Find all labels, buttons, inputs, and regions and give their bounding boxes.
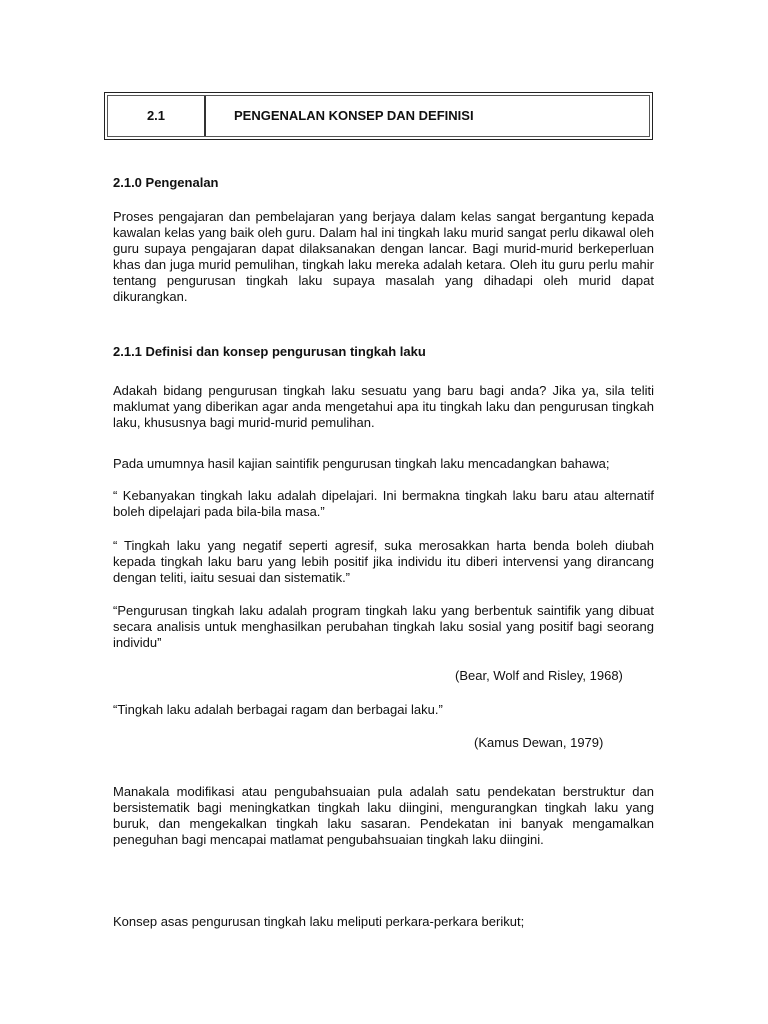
quote-3: “Pengurusan tingkah laku adalah program tingkah laku yang berbentuk saintifik yang dibuat secara analisis untuk menghasilkan perubahan tingkah laku sosial yang positif bagi seorang individu” [113,603,654,650]
intro-paragraph: Adakah bidang pengurusan tingkah laku sesuatu yang baru bagi anda? Jika ya, sila teliti maklumat yang diberikan agar anda mengetahui apa itu tingkah laku dan pengurusan tingkah laku, khususnya bagi murid-murid pemulihan. [113,383,654,430]
section-header-inner [107,95,650,137]
subsection-210-paragraph: Proses pengajaran dan pembelajaran yang berjaya dalam kelas sangat bergantung kepada kawalan kelas yang baik oleh guru. Dalam hal ini tingkah laku murid sangat perlu dikawal oleh guru supaya pengajaran dapat dilaksanakan dengan lancar. Bagi murid-murid berkeperluan khas dan juga murid pemulihan, tingkah laku mereka adalah ketara. Oleh itu guru perlu mahir tentang pengurusan tingkah laku supaya masalah yang dihadapi oleh murid dapat dikurangkan. [113,209,654,304]
quote-1: “ Kebanyakan tingkah laku adalah dipelajari. Ini bermakna tingkah laku baru atau alternatif boleh dipelajari pada bila-bila masa.” [113,488,654,519]
section-number: 2.1 [108,96,206,136]
modification-paragraph: Manakala modifikasi atau pengubahsuaian pula adalah satu pendekatan berstruktur dan bersistematik bagi meningkatkan tingkah laku diingini, mengurangkan tingkah laku yang buruk, dan mengekalkan tingkah laku sasaran. Pendekatan ini banyak mengamalkan peneguhan bagi mencapai matlamat pengubahsuaian tingkah laku diingini. [113,784,654,847]
section-title: PENGENALAN KONSEP DAN DEFINISI [234,108,474,123]
section-header-box [104,92,653,140]
quote-4: “Tingkah laku adalah berbagai ragam dan berbagai laku.” [113,702,443,717]
subsection-211-heading: 2.1.1 Definisi dan konsep pengurusan tingkah laku [113,344,426,359]
subsection-210-heading: 2.1.0 Pengenalan [113,175,219,190]
citation-bear-wolf-risley: (Bear, Wolf and Risley, 1968) [455,668,623,683]
quote-2: “ Tingkah laku yang negatif seperti agresif, suka merosakkan harta benda boleh diubah kepada tingkah laku baru yang lebih positif jika individu itu diberi intervensi yang dirancang dengan teliti, iaitu sesuai dan sistematik.” [113,538,654,585]
citation-kamus-dewan: (Kamus Dewan, 1979) [474,735,604,750]
concept-paragraph: Konsep asas pengurusan tingkah laku meliputi perkara-perkara berikut; [113,914,525,929]
lead-paragraph: Pada umumnya hasil kajian saintifik pengurusan tingkah laku mencadangkan bahawa; [113,456,610,471]
